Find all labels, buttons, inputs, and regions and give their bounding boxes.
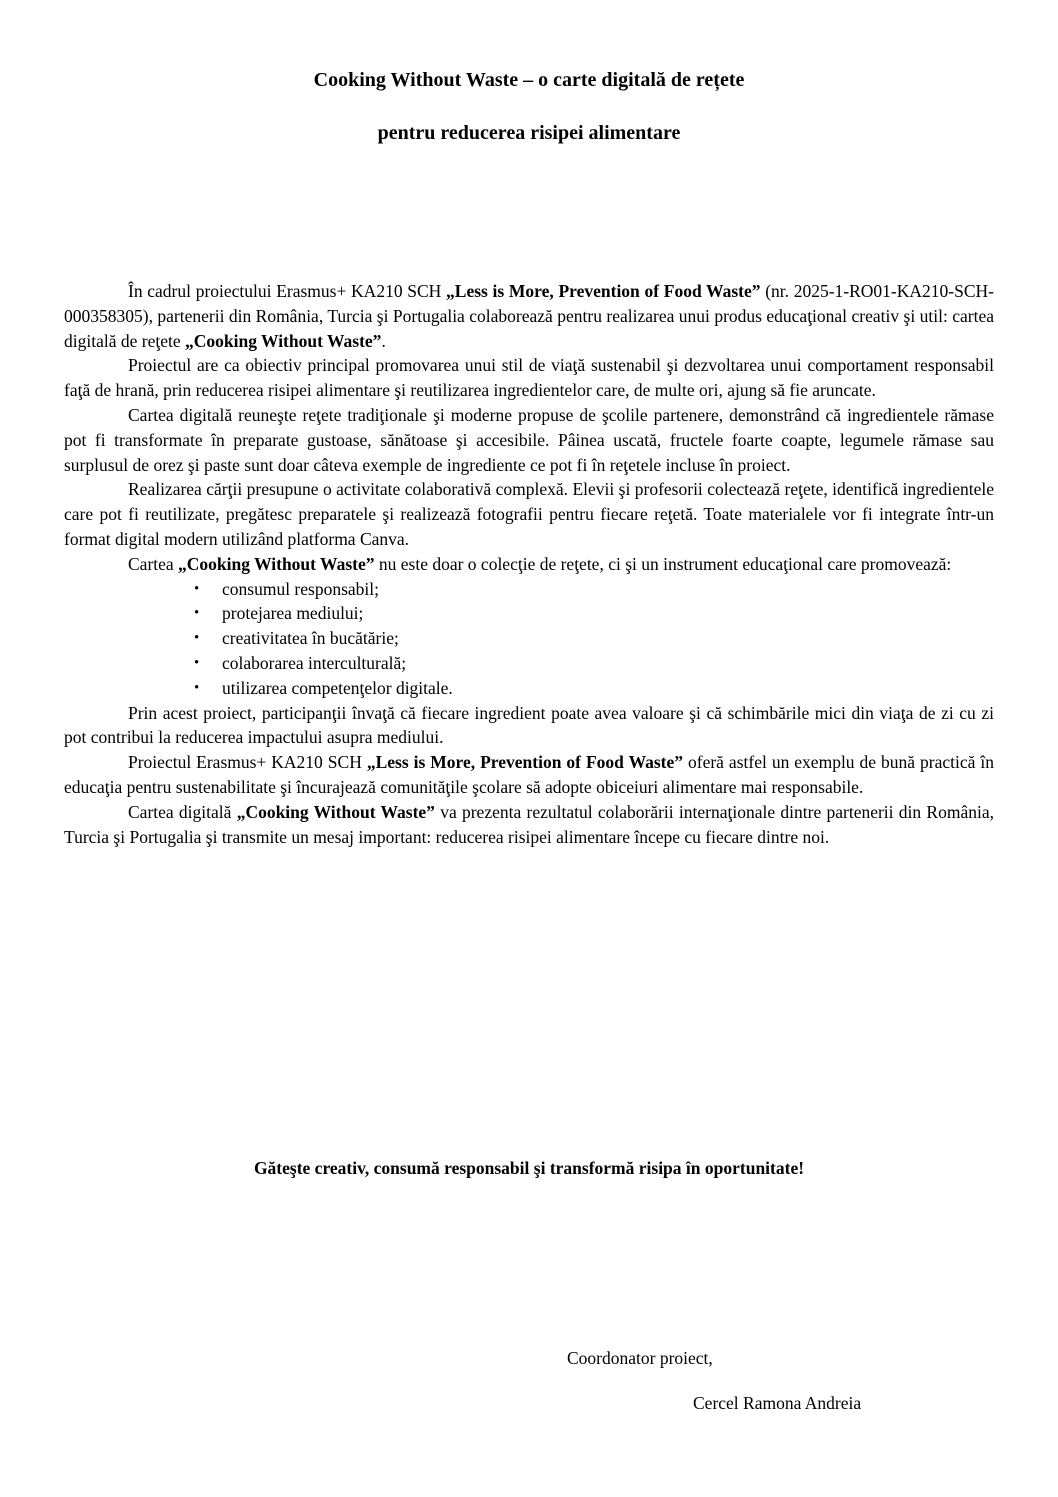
document-title-line-1: Cooking Without Waste – o carte digitală de rețete <box>313 69 745 91</box>
paragraph-book-content: Cartea digitală reuneşte reţete tradiţionale şi moderne propuse de şcolile partenere, demonstrând că ingredientele rămase pot fi transformate în preparate gustoase, sănătoase şi accesibile. Pâinea uscată, fructele foarte coapte, legumele rămase sau surplusul de orez şi paste sunt doar câteva exemple de ingrediente ce pot fi în reţetele incluse în proiect. <box>64 404 994 475</box>
promoted-values-list <box>64 577 994 701</box>
list-item: • consumul responsabil; <box>64 577 994 602</box>
signature-name: Cercel Ramona Andreia <box>693 1393 862 1413</box>
paragraph-good-practice: Proiectul Erasmus+ KA210 SCH „Less is More, Prevention of Food Waste” oferă astfel un exemplu de bună practică în educaţia pentru sustenabilitate şi încurajează comunităţile şcolare să adopte obiceiuri alimentare mai responsabile. <box>64 752 994 797</box>
list-item: • protejarea mediului; <box>64 601 994 626</box>
bullet-icon: • <box>194 580 200 597</box>
paragraph-objective: Proiectul are ca obiectiv principal promovarea unui stil de viaţă sustenabil şi dezvoltarea unui comportament responsabil faţă de hrană, prin reducerea risipei alimentare şi reutilizarea ingredientelor care, de multe ori, ajung să fie aruncate. <box>64 355 994 401</box>
bullet-icon: • <box>194 654 200 671</box>
bullet-icon: • <box>194 605 200 622</box>
slogan: Găteşte creativ, consumă responsabil şi transformă risipa în oportunitate! <box>253 1158 805 1178</box>
document-title-line-2: pentru reducerea risipei alimentare <box>377 122 681 144</box>
document-body <box>64 279 994 849</box>
list-item: • colaborarea interculturală; <box>64 651 994 676</box>
paragraph-promotes: Cartea „Cooking Without Waste” nu este doar o colecţie de reţete, ci şi un instrument educaţional care promovează: <box>128 553 952 574</box>
list-item: • creativitatea în bucătărie; <box>64 626 994 651</box>
paragraph-conclusion: Cartea digitală „Cooking Without Waste” va prezenta rezultatul colaborării internaţionale dintre partenerii din România, Turcia şi Portugalia şi transmite un mesaj important: reducerea risipei alimentare începe cu fiecare dintre noi. <box>64 801 994 847</box>
signature-role: Coordonator proiect, <box>567 1348 713 1368</box>
paragraph-collaboration: Realizarea cărţii presupune o activitate colaborativă complexă. Elevii şi profesorii colectează reţete, identifică ingredientele care pot fi reutilizate, pregătesc preparatele şi realizează fotografii pentru fiecare reţetă. Toate materialele vor fi integrate într-un format digital modern utilizând platforma Canva. <box>64 479 994 549</box>
bullet-icon: • <box>194 630 200 647</box>
paragraph-intro: În cadrul proiectului Erasmus+ KA210 SCH „Less is More, Prevention of Food Waste” (nr. 2025-1-RO01-KA210-SCH-000358305), partenerii din România, Turcia şi Portugalia colaborează pentru realizarea unui produs educaţional creativ şi util: cartea digitală de reţete „Cooking Without Waste”. <box>64 281 994 351</box>
list-item: • utilizarea competenţelor digitale. <box>64 676 994 701</box>
paragraph-participants: Prin acest proiect, participanţii învaţă că fiecare ingredient poate avea valoare şi că schimbările mici din viaţa de zi cu zi pot contribui la reducerea impactului asupra mediului. <box>64 702 994 748</box>
bullet-icon: • <box>194 679 200 696</box>
